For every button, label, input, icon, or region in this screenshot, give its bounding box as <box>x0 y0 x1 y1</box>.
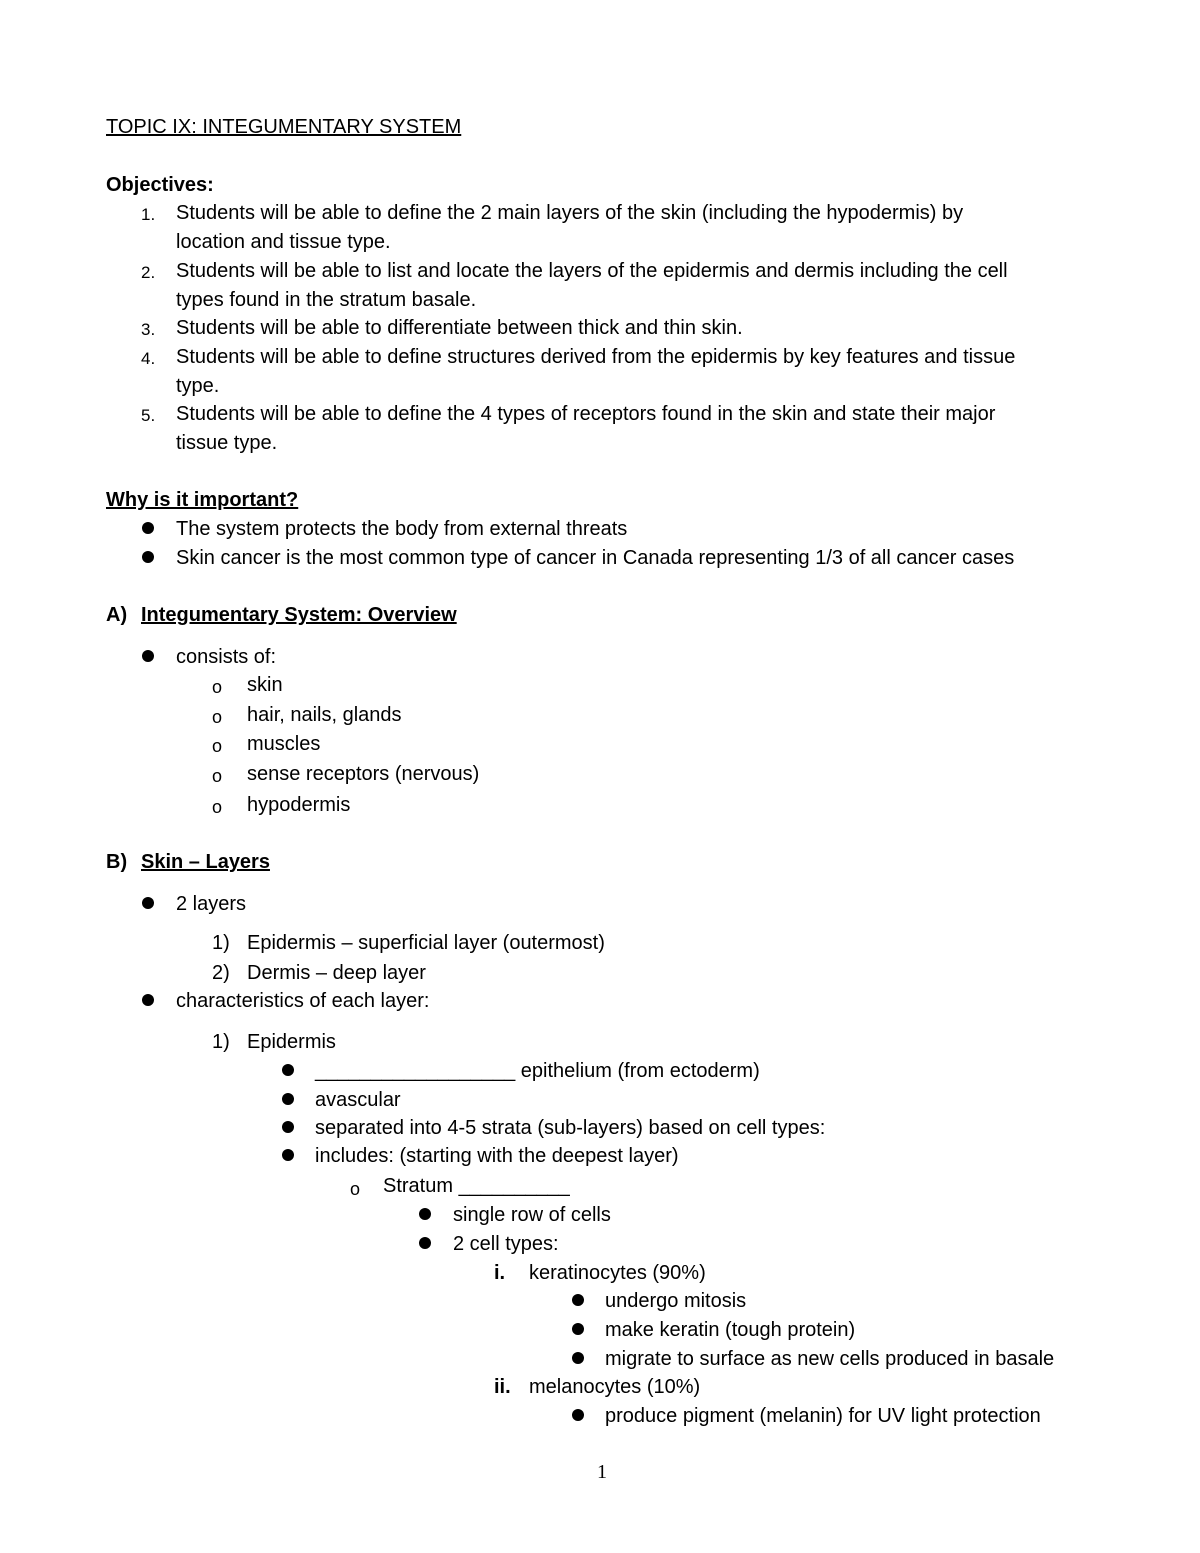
objective-text: Students will be able to list and locate the layers of the epidermis and dermis including the cell <box>176 260 1008 282</box>
section-b-letter: B) <box>106 851 128 873</box>
overview-bullet: consists of: <box>176 646 277 668</box>
epidermis-bullet: __________________ epithelium (from ectoderm) <box>315 1060 760 1082</box>
overview-subitem: skin <box>247 674 283 696</box>
circle-bullet-icon: o <box>350 1179 361 1199</box>
circle-bullet-icon: o <box>212 677 223 697</box>
bullet-icon <box>142 897 154 909</box>
cell-type-bullet: undergo mitosis <box>605 1290 747 1312</box>
stratum-bullet: single row of cells <box>453 1204 611 1226</box>
bullet-icon <box>142 650 154 662</box>
section-a-heading: Integumentary System: Overview <box>141 604 457 626</box>
bullet-icon <box>572 1409 584 1421</box>
page-title: TOPIC IX: INTEGUMENTARY SYSTEM <box>106 116 462 138</box>
objective-number: 1. <box>141 205 156 224</box>
bullet-icon <box>142 522 154 534</box>
objective-text: Students will be able to define structures derived from the epidermis by key features and tissue <box>176 346 1016 368</box>
layer-number: 2) <box>212 962 230 984</box>
overview-subitem: muscles <box>247 733 321 755</box>
cell-type-bullet: make keratin (tough protein) <box>605 1319 856 1341</box>
section-b-heading: Skin – Layers <box>141 851 270 873</box>
bullet-icon <box>419 1208 431 1220</box>
bullet-icon <box>572 1294 584 1306</box>
epidermis-bullet: avascular <box>315 1089 401 1111</box>
objective-number: 5. <box>141 406 156 425</box>
cell-type-label: melanocytes (10%) <box>529 1376 701 1398</box>
importance-bullet: Skin cancer is the most common type of cancer in Canada representing 1/3 of all cancer cases <box>176 547 1015 569</box>
cell-type-bullet: migrate to surface as new cells produced in basale <box>605 1348 1055 1370</box>
layer-text: Dermis – deep layer <box>247 962 426 984</box>
overview-subitem: hypodermis <box>247 794 351 816</box>
objective-text: Students will be able to define the 2 main layers of the skin (including the hypodermis) by <box>176 202 964 224</box>
overview-subitem: hair, nails, glands <box>247 704 402 726</box>
characteristics-bullet: characteristics of each layer: <box>176 990 430 1012</box>
objective-text-cont: tissue type. <box>176 432 278 454</box>
bullet-icon <box>419 1237 431 1249</box>
objectives-heading: Objectives: <box>106 174 214 196</box>
overview-subitem: sense receptors (nervous) <box>247 763 480 785</box>
circle-bullet-icon: o <box>212 707 223 727</box>
layers-bullet: 2 layers <box>176 893 247 915</box>
bullet-icon <box>282 1121 294 1133</box>
bullet-icon <box>282 1093 294 1105</box>
cell-type-bullet: produce pigment (melanin) for UV light protection <box>605 1405 1041 1427</box>
layer-number: 1) <box>212 932 230 954</box>
cell-type-label: keratinocytes (90%) <box>529 1262 706 1284</box>
circle-bullet-icon: o <box>212 797 223 817</box>
cell-type-number: i. <box>494 1262 506 1284</box>
objective-number: 2. <box>141 263 156 282</box>
objective-text: Students will be able to define the 4 types of receptors found in the skin and state their major <box>176 403 996 425</box>
bullet-icon <box>572 1323 584 1335</box>
layer-text: Epidermis – superficial layer (outermost) <box>247 932 605 954</box>
objective-text: Students will be able to differentiate between thick and thin skin. <box>176 317 743 339</box>
page-number: 1 <box>597 1461 607 1483</box>
objective-number: 3. <box>141 320 156 339</box>
circle-bullet-icon: o <box>212 766 223 786</box>
bullet-icon <box>282 1064 294 1076</box>
importance-bullet: The system protects the body from external threats <box>176 518 628 540</box>
bullet-icon <box>572 1352 584 1364</box>
bullet-icon <box>142 551 154 563</box>
stratum-bullet: 2 cell types: <box>453 1233 559 1255</box>
bullet-icon <box>282 1149 294 1161</box>
objective-text-cont: type. <box>176 375 220 397</box>
section-a-letter: A) <box>106 604 128 626</box>
epidermis-label: Epidermis <box>247 1031 336 1053</box>
objective-number: 4. <box>141 349 156 368</box>
circle-bullet-icon: o <box>212 736 223 756</box>
importance-heading: Why is it important? <box>106 489 299 511</box>
stratum-label: Stratum __________ <box>383 1175 570 1197</box>
objective-text-cont: location and tissue type. <box>176 231 391 253</box>
epidermis-bullet: separated into 4-5 strata (sub-layers) based on cell types: <box>315 1117 826 1139</box>
objective-text-cont: types found in the stratum basale. <box>176 289 477 311</box>
bullet-icon <box>142 994 154 1006</box>
epidermis-number: 1) <box>212 1031 230 1053</box>
epidermis-bullet: includes: (starting with the deepest layer) <box>315 1145 679 1167</box>
cell-type-number: ii. <box>494 1376 511 1398</box>
